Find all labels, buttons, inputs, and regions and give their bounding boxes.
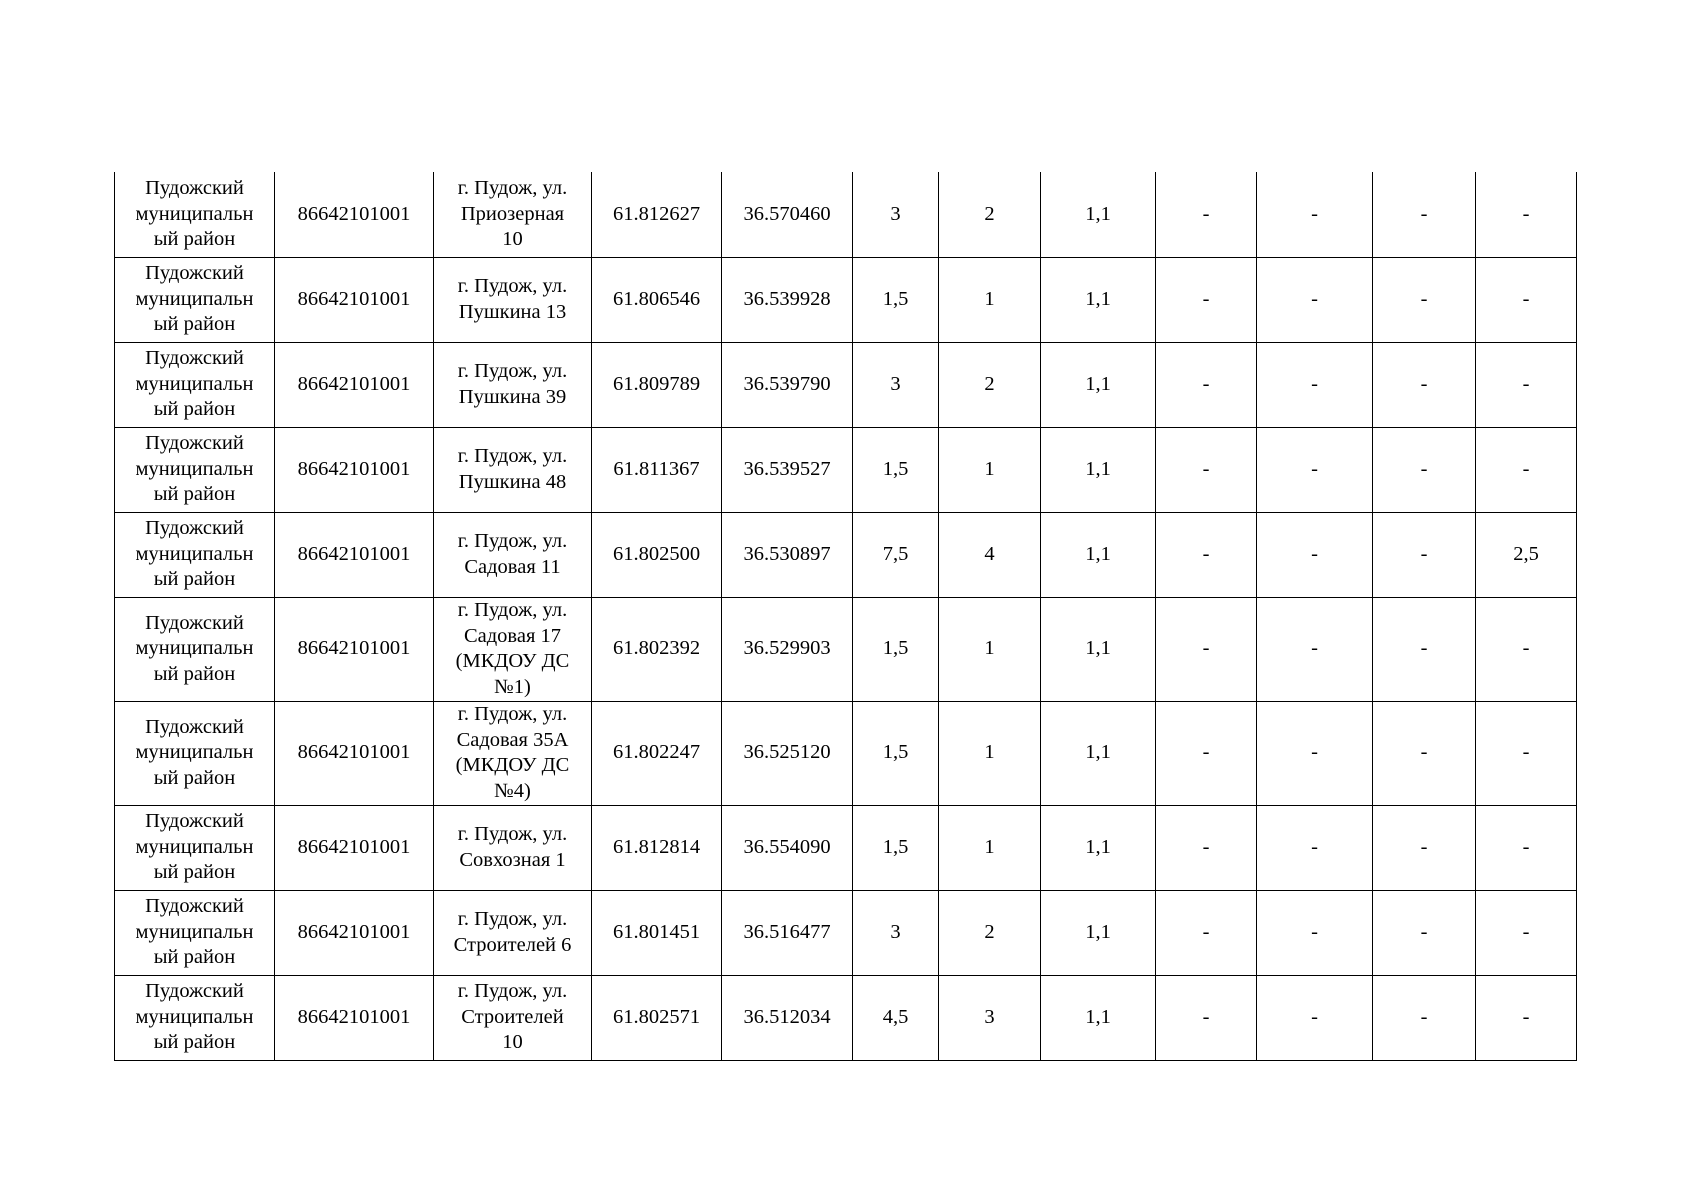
municipality-line: муниципальн xyxy=(135,835,254,858)
table-row xyxy=(115,975,1577,1060)
value-cell: 3 xyxy=(853,172,939,257)
table-row xyxy=(115,512,1577,597)
value-cell: - xyxy=(1476,257,1577,342)
address-cell xyxy=(434,512,592,597)
value-cell: 1,1 xyxy=(1041,701,1156,805)
value-cell: - xyxy=(1156,342,1257,427)
table-body xyxy=(115,172,1577,1060)
municipality-line: Пудожский xyxy=(145,517,244,540)
municipality-cell xyxy=(115,342,275,427)
value-cell: - xyxy=(1373,257,1476,342)
latitude-cell: 61.806546 xyxy=(592,257,722,342)
address-line: (МКДОУ ДС xyxy=(455,754,570,776)
address-line: г. Пудож, ул. xyxy=(457,599,568,621)
value-cell: - xyxy=(1373,890,1476,975)
value-cell: - xyxy=(1156,975,1257,1060)
container-sites-table xyxy=(114,172,1577,1061)
value-cell: 1,5 xyxy=(853,701,939,805)
value-cell: 2 xyxy=(939,342,1041,427)
value-cell: - xyxy=(1476,975,1577,1060)
longitude-cell: 36.539527 xyxy=(722,427,853,512)
value-cell: 1 xyxy=(939,805,1041,890)
address-line: г. Пудож, ул. xyxy=(457,360,568,382)
oktmo-cell: 86642101001 xyxy=(275,597,434,701)
address-line: Садовая 11 xyxy=(464,555,561,578)
value-cell: - xyxy=(1257,427,1373,512)
address-line: (МКДОУ ДС xyxy=(455,650,570,672)
value-cell: - xyxy=(1257,342,1373,427)
latitude-cell: 61.802500 xyxy=(592,512,722,597)
value-cell: - xyxy=(1156,701,1257,805)
latitude-cell: 61.802571 xyxy=(592,975,722,1060)
address-line: Строителей 6 xyxy=(453,933,572,956)
longitude-cell: 36.554090 xyxy=(722,805,853,890)
value-cell: - xyxy=(1257,701,1373,805)
value-cell: - xyxy=(1373,805,1476,890)
value-cell: 1,5 xyxy=(853,805,939,890)
value-cell: 7,5 xyxy=(853,512,939,597)
municipality-line: муниципальн xyxy=(135,202,254,225)
longitude-cell: 36.570460 xyxy=(722,172,853,257)
value-cell: - xyxy=(1156,257,1257,342)
address-cell xyxy=(434,701,592,805)
value-cell: - xyxy=(1373,342,1476,427)
address-line: Приозерная xyxy=(460,202,565,225)
address-line: Пушкина 39 xyxy=(458,385,567,408)
municipality-line: Пудожский xyxy=(145,810,244,833)
address-cell xyxy=(434,890,592,975)
municipality-line: муниципальн xyxy=(135,457,254,480)
latitude-cell: 61.802247 xyxy=(592,701,722,805)
longitude-cell: 36.529903 xyxy=(722,597,853,701)
municipality-line: Пудожский xyxy=(145,262,244,285)
longitude-cell: 36.512034 xyxy=(722,975,853,1060)
address-line: г. Пудож, ул. xyxy=(457,980,568,1003)
municipality-line: ый район xyxy=(153,662,236,685)
value-cell: - xyxy=(1257,512,1373,597)
table-row xyxy=(115,427,1577,512)
address-line: Садовая 35А xyxy=(456,728,569,751)
value-cell: - xyxy=(1257,172,1373,257)
latitude-cell: 61.809789 xyxy=(592,342,722,427)
value-cell: - xyxy=(1373,597,1476,701)
value-cell: 1,1 xyxy=(1041,172,1156,257)
table-row xyxy=(115,701,1577,805)
municipality-cell xyxy=(115,597,275,701)
longitude-cell: 36.539928 xyxy=(722,257,853,342)
address-line: г. Пудож, ул. xyxy=(457,445,568,467)
value-cell: - xyxy=(1156,427,1257,512)
address-cell xyxy=(434,342,592,427)
oktmo-cell: 86642101001 xyxy=(275,701,434,805)
municipality-line: Пудожский xyxy=(145,715,244,738)
table-row xyxy=(115,890,1577,975)
value-cell: - xyxy=(1476,597,1577,701)
table-row xyxy=(115,172,1577,257)
longitude-cell: 36.525120 xyxy=(722,701,853,805)
municipality-line: ый район xyxy=(153,228,236,250)
address-cell xyxy=(434,597,592,701)
address-line: 10 xyxy=(502,228,523,250)
address-cell xyxy=(434,172,592,257)
municipality-line: ый район xyxy=(153,313,236,336)
address-line: 10 xyxy=(502,1031,523,1054)
value-cell: - xyxy=(1373,427,1476,512)
municipality-line: ый район xyxy=(153,568,236,591)
value-cell: 1,1 xyxy=(1041,597,1156,701)
value-cell: 1,5 xyxy=(853,427,939,512)
value-cell: - xyxy=(1156,890,1257,975)
address-line: г. Пудож, ул. xyxy=(457,530,568,552)
value-cell: 1,5 xyxy=(853,257,939,342)
value-cell: 1,1 xyxy=(1041,342,1156,427)
municipality-cell xyxy=(115,975,275,1060)
address-line: Строителей xyxy=(461,1005,564,1028)
value-cell: 4,5 xyxy=(853,975,939,1060)
longitude-cell: 36.539790 xyxy=(722,342,853,427)
latitude-cell: 61.812627 xyxy=(592,172,722,257)
value-cell: - xyxy=(1373,512,1476,597)
value-cell: - xyxy=(1156,512,1257,597)
municipality-line: ый район xyxy=(153,1031,236,1054)
oktmo-cell: 86642101001 xyxy=(275,172,434,257)
address-line: Садовая 17 xyxy=(463,624,561,647)
value-cell: - xyxy=(1476,172,1577,257)
oktmo-cell: 86642101001 xyxy=(275,975,434,1060)
municipality-cell xyxy=(115,427,275,512)
value-cell: - xyxy=(1373,975,1476,1060)
municipality-line: муниципальн xyxy=(135,372,254,395)
municipality-cell xyxy=(115,701,275,805)
municipality-line: Пудожский xyxy=(145,432,244,455)
value-cell: - xyxy=(1156,172,1257,257)
value-cell: 2 xyxy=(939,890,1041,975)
table-row xyxy=(115,257,1577,342)
municipality-line: ый район xyxy=(153,946,236,969)
value-cell: - xyxy=(1476,890,1577,975)
value-cell: - xyxy=(1156,597,1257,701)
oktmo-cell: 86642101001 xyxy=(275,427,434,512)
municipality-cell xyxy=(115,257,275,342)
value-cell: - xyxy=(1257,597,1373,701)
address-line: Пушкина 48 xyxy=(458,470,567,493)
value-cell: 1,1 xyxy=(1041,805,1156,890)
municipality-cell xyxy=(115,805,275,890)
value-cell: 2 xyxy=(939,172,1041,257)
value-cell: 1,5 xyxy=(853,597,939,701)
value-cell: - xyxy=(1476,342,1577,427)
value-cell: 1 xyxy=(939,257,1041,342)
municipality-line: Пудожский xyxy=(145,980,244,1003)
municipality-line: муниципальн xyxy=(135,637,254,660)
value-cell: 1,1 xyxy=(1041,512,1156,597)
municipality-line: муниципальн xyxy=(135,287,254,310)
address-cell xyxy=(434,805,592,890)
value-cell: 3 xyxy=(853,890,939,975)
municipality-line: Пудожский xyxy=(145,177,244,199)
address-line: г. Пудож, ул. xyxy=(457,275,568,297)
municipality-line: муниципальн xyxy=(135,542,254,565)
municipality-line: ый район xyxy=(153,766,236,789)
value-cell: 1,1 xyxy=(1041,427,1156,512)
table-row xyxy=(115,342,1577,427)
municipality-line: Пудожский xyxy=(145,611,244,634)
municipality-line: ый район xyxy=(153,398,236,421)
address-line: г. Пудож, ул. xyxy=(457,908,568,930)
value-cell: - xyxy=(1257,890,1373,975)
address-line: г. Пудож, ул. xyxy=(457,703,568,725)
value-cell: 4 xyxy=(939,512,1041,597)
municipality-line: муниципальн xyxy=(135,741,254,764)
municipality-line: Пудожский xyxy=(145,347,244,370)
address-line: №4) xyxy=(494,779,531,802)
longitude-cell: 36.516477 xyxy=(722,890,853,975)
latitude-cell: 61.801451 xyxy=(592,890,722,975)
oktmo-cell: 86642101001 xyxy=(275,890,434,975)
value-cell: 1,1 xyxy=(1041,890,1156,975)
latitude-cell: 61.802392 xyxy=(592,597,722,701)
oktmo-cell: 86642101001 xyxy=(275,342,434,427)
address-line: №1) xyxy=(494,675,531,698)
value-cell: 1 xyxy=(939,427,1041,512)
value-cell: 1 xyxy=(939,701,1041,805)
oktmo-cell: 86642101001 xyxy=(275,257,434,342)
value-cell: 2,5 xyxy=(1476,512,1577,597)
municipality-line: муниципальн xyxy=(135,1005,254,1028)
value-cell: 3 xyxy=(939,975,1041,1060)
municipality-line: ый район xyxy=(153,861,236,884)
address-cell xyxy=(434,257,592,342)
address-line: Совхозная 1 xyxy=(459,848,566,871)
address-line: Пушкина 13 xyxy=(458,300,567,323)
address-line: г. Пудож, ул. xyxy=(457,177,568,199)
municipality-cell xyxy=(115,890,275,975)
municipality-line: ый район xyxy=(153,483,236,506)
value-cell: 1,1 xyxy=(1041,257,1156,342)
address-cell xyxy=(434,975,592,1060)
address-cell xyxy=(434,427,592,512)
value-cell: - xyxy=(1373,701,1476,805)
table-row xyxy=(115,597,1577,701)
value-cell: - xyxy=(1476,427,1577,512)
latitude-cell: 61.811367 xyxy=(592,427,722,512)
value-cell: 1,1 xyxy=(1041,975,1156,1060)
value-cell: - xyxy=(1156,805,1257,890)
municipality-cell xyxy=(115,512,275,597)
municipality-line: Пудожский xyxy=(145,895,244,918)
value-cell: - xyxy=(1476,701,1577,805)
value-cell: - xyxy=(1257,975,1373,1060)
municipality-line: муниципальн xyxy=(135,920,254,943)
municipality-cell xyxy=(115,172,275,257)
value-cell: - xyxy=(1257,805,1373,890)
value-cell: 1 xyxy=(939,597,1041,701)
table-row xyxy=(115,805,1577,890)
address-line: г. Пудож, ул. xyxy=(457,823,568,845)
value-cell: 3 xyxy=(853,342,939,427)
value-cell: - xyxy=(1373,172,1476,257)
value-cell: - xyxy=(1257,257,1373,342)
value-cell: - xyxy=(1476,805,1577,890)
longitude-cell: 36.530897 xyxy=(722,512,853,597)
latitude-cell: 61.812814 xyxy=(592,805,722,890)
oktmo-cell: 86642101001 xyxy=(275,805,434,890)
oktmo-cell: 86642101001 xyxy=(275,512,434,597)
